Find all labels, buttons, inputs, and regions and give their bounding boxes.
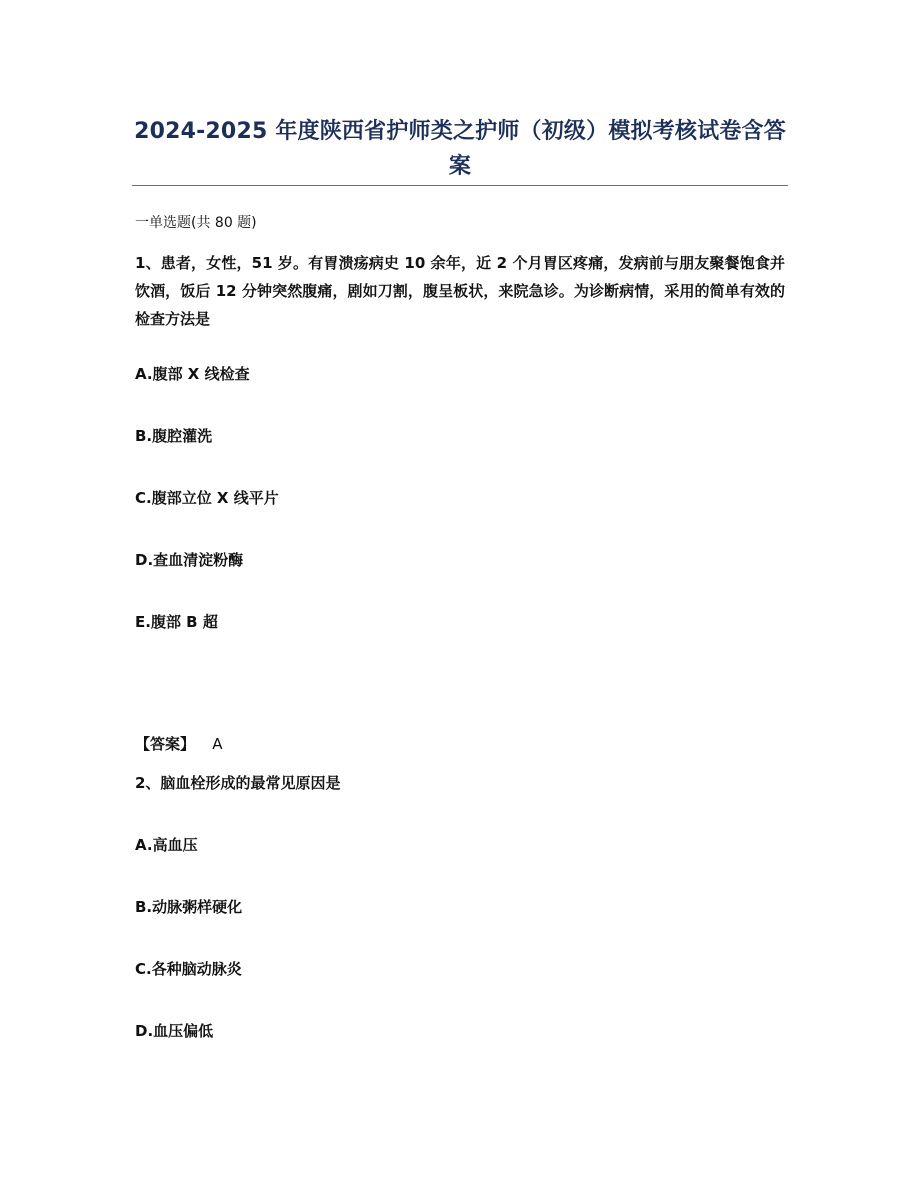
question-2-option-d: D.血压偏低 <box>135 1022 214 1040</box>
question-2-option-c: C.各种脑动脉炎 <box>135 960 242 978</box>
question-1-option-b: B.腹腔灌洗 <box>135 427 213 445</box>
answer-label: 【答案】 <box>135 735 196 753</box>
question-1-stem: 1、患者，女性，51 岁。有胃溃疡病史 10 余年，近 2 个月胃区疼痛，发病前与朋友聚餐饱食并饮酒，饭后 12 分钟突然腹痛，剧如刀割，腹呈板状，来院急诊。为诊断病情，采用的简单有效的检查方法是 <box>135 254 785 328</box>
question-1-option-d: D.查血清淀粉酶 <box>135 551 244 569</box>
question-2-stem: 2、脑血栓形成的最常见原因是 <box>135 774 341 792</box>
section-heading: 一单选题(共 80 题) <box>135 215 257 231</box>
question-1-option-e: E.腹部 B 超 <box>135 613 218 631</box>
question-1-option-a: A.腹部 X 线检查 <box>135 365 250 383</box>
question-2-option-b: B.动脉粥样硬化 <box>135 898 243 916</box>
question-1-option-c: C.腹部立位 X 线平片 <box>135 489 279 507</box>
answer-value: A <box>212 735 223 753</box>
document-title: 2024-2025 年度陕西省护师类之护师（初级）模拟考核试卷含答案 <box>134 119 786 179</box>
question-2-option-a: A.高血压 <box>135 836 198 854</box>
title-divider <box>132 185 788 186</box>
question-1-answer <box>135 734 223 754</box>
